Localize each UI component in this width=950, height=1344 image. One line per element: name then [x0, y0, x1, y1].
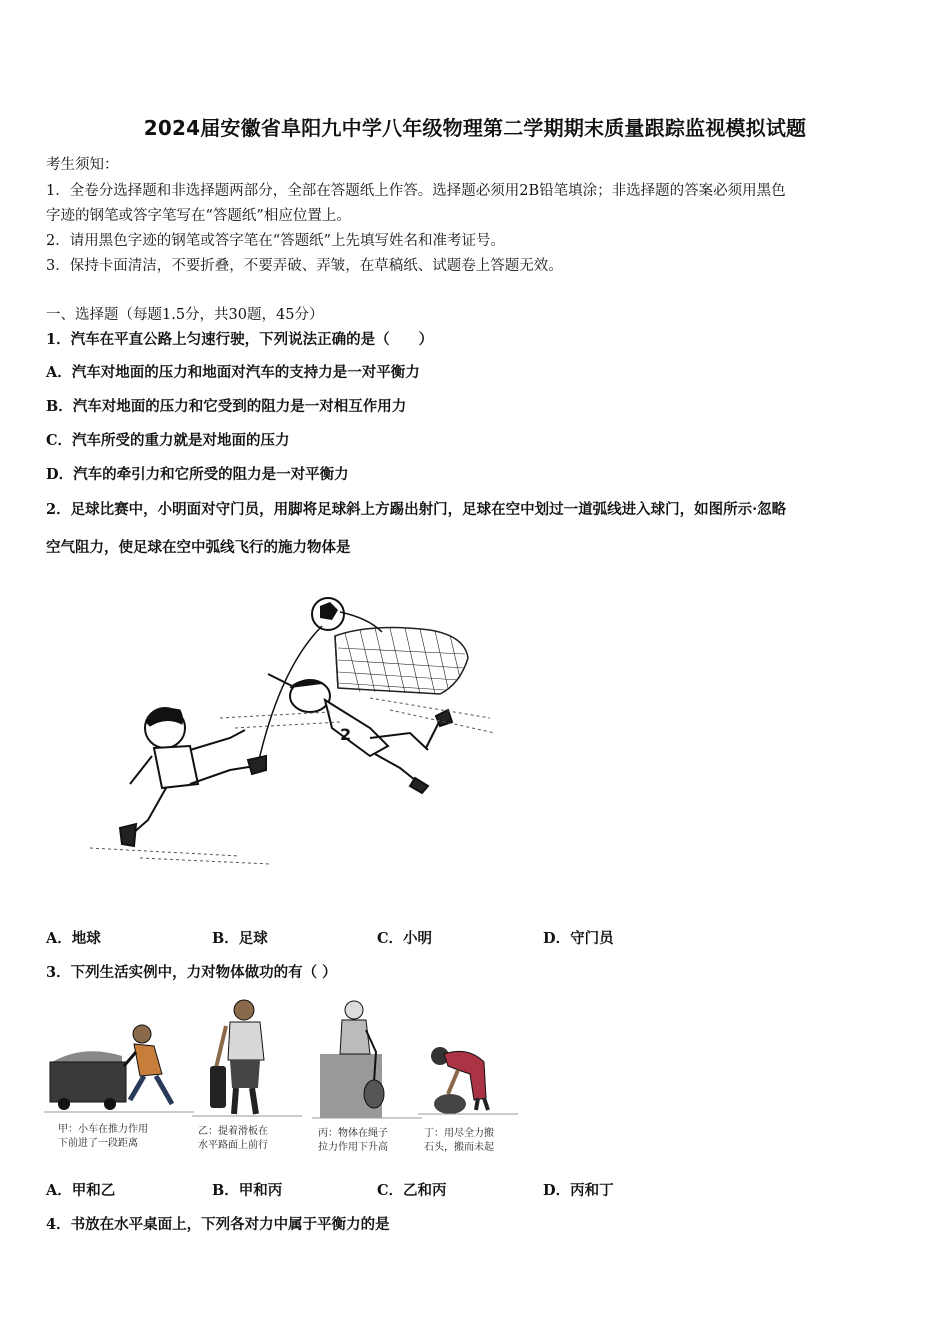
caption-ding-line2: 石头，搬而未起 [424, 1142, 494, 1153]
q3-option-d: D．丙和丁 [543, 1182, 614, 1199]
q2-option-b: B．足球 [212, 930, 268, 947]
section-heading: 一、选择题（每题1.5分，共30题，45分） [46, 307, 324, 323]
question-3-stem: 3．下列生活实例中，力对物体做功的有（ ） [46, 964, 337, 981]
scene-push-stone [418, 1040, 518, 1160]
soccer-kick-illustration [70, 588, 500, 873]
q1-option-d: D．汽车的牵引力和它所受的阻力是一对平衡力 [46, 466, 349, 483]
notice-heading: 考生须知： [46, 157, 119, 173]
question-2-stem-cont: 空气阻力，使足球在空中弧线飞行的施力物体是 [46, 539, 351, 556]
caption-jia-line1: 甲：小车在推力作用 [58, 1124, 148, 1135]
notice-item: 3．保持卡面清洁，不要折叠，不要弄破、弄皱，在草稿纸、试题卷上答题无效。 [46, 258, 563, 274]
q2-option-c: C．小明 [377, 930, 433, 947]
q3-option-c: C．乙和丙 [377, 1182, 447, 1199]
q3-option-a: A．甲和乙 [46, 1182, 116, 1199]
scene-lift-rope [312, 996, 422, 1161]
caption-bing-line1: 丙：物体在绳子 [318, 1128, 388, 1139]
notice-item: 字迹的钢笔或答字笔写在“答题纸”相应位置上。 [46, 208, 351, 224]
q3-option-b: B．甲和丙 [212, 1182, 283, 1199]
question-1-stem: 1．汽车在平直公路上匀速行驶，下列说法正确的是（ ） [46, 331, 434, 348]
caption-ding-line1: 丁：用尽全力搬 [424, 1128, 494, 1139]
page-title: 2024届安徽省阜阳九中学八年级物理第二学期期末质量跟踪监视模拟试题 [143, 116, 807, 140]
notice-item: 1．全卷分选择题和非选择题两部分，全部在答题纸上作答。选择题必须用2B铅笔填涂；非选择题的答案必须用黑色 [46, 183, 786, 199]
q2-option-a: A．地球 [46, 930, 101, 947]
caption-yi-line1: 乙：提着滑板在 [198, 1126, 268, 1137]
caption-jia-line2: 下前进了一段距离 [58, 1138, 138, 1149]
question-4-stem: 4．书放在水平桌面上，下列各对力中属于平衡力的是 [46, 1216, 390, 1233]
caption-bing-line2: 拉力作用下升高 [318, 1142, 388, 1153]
scene-carry-board [192, 996, 302, 1161]
q1-option-c: C．汽车所受的重力就是对地面的压力 [46, 432, 290, 449]
svg-text:2: 2 [340, 725, 352, 744]
caption-yi-line2: 水平路面上前行 [198, 1140, 268, 1151]
question-2-stem: 2．足球比赛中，小明面对守门员，用脚将足球斜上方踢出射门，足球在空中划过一道弧线进入球门，如图所示·忽略 [46, 501, 787, 518]
notice-item: 2．请用黑色字迹的钢笔或答字笔在“答题纸”上先填写姓名和准考证号。 [46, 233, 506, 249]
q1-option-b: B．汽车对地面的压力和它受到的阻力是一对相互作用力 [46, 398, 407, 415]
scene-cart-push [44, 1000, 194, 1160]
q1-option-a: A．汽车对地面的压力和地面对汽车的支持力是一对平衡力 [46, 364, 420, 381]
q2-option-d: D．守门员 [543, 930, 614, 947]
